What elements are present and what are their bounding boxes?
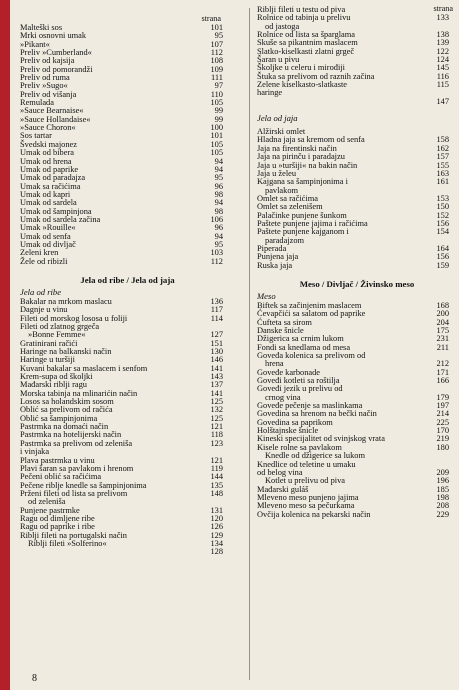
index-entry: Zeleni kren 103 [20,248,223,258]
index-entry: »Sauce Choron« 100 [20,123,223,133]
index-entry: Haringe na balkanski način 130 [20,347,223,357]
index-entry: Preliv od pomorandži 109 [20,64,223,74]
index-entry: Ćufteta sa sirom 204 [257,317,449,327]
index-entry: »Sauce Hollandaise« 99 [20,114,223,124]
book-page [10,0,459,690]
index-entry: Omlet sa račićima 153 [257,193,449,203]
index-entry: Mađarski riblji ragu 137 [20,380,223,390]
index-entry: Pastrmka na hotelijerski način 118 [20,430,223,440]
index-entry: Školjke u celeru i mirođiji 145 [257,63,449,73]
subsection-heading: Jela od jaja [257,113,298,124]
index-entry: Kineski specijalitet od svinjskog vrata 219 [257,434,449,444]
index-entry: Oblić sa šampinjonima 125 [20,413,223,423]
section-heading: Jela od ribe / Jela od jaja [80,274,175,285]
index-entry: Ruska jaja 159 [257,260,449,270]
index-entry: Jaja u želeu 163 [257,168,449,178]
index-entry: Goveđa kolenica sa prelivom od [257,351,366,361]
index-entry: od belog vina 209 [257,467,449,477]
index-entry: Kisele rolne sa pavlakom 180 [257,442,449,452]
right-upper-list [257,6,457,106]
index-entry: Preliv »Sugo« 97 [20,81,223,91]
index-entry: Umak od hrena 94 [20,156,223,166]
index-entry: Riblji fileti na portugalski način 129 [20,530,223,540]
index-entry: Pastrmka sa prelivom od zeleniša 123 [20,438,223,448]
page-number: 8 [32,673,37,684]
index-entry: Plavi šaran sa pavlakom i hrenom 119 [20,463,223,473]
index-entry: Malteški sos 101 [20,23,223,32]
index-entry: Ragu od paprike i ribe 126 [20,522,223,532]
index-entry: Ćevapčići sa salatom od paprike 200 [257,309,449,319]
index-entry: Goveđi jezik u prelivu od [257,384,343,394]
index-entry: Rolnice od lista sa šparglama 138 [257,30,449,40]
index-entry: Fileti od zlatnog grgeča [20,322,100,331]
index-entry: Piperada 164 [257,243,449,253]
index-entry: od zeleniša [28,497,66,507]
index-entry: Umak od paprike 94 [20,164,223,174]
index-entry: Kajgana sa šampinjonima i 161 [257,177,449,187]
index-entry: Dagnje u vinu 117 [20,305,223,315]
index-entry: Knedle od džigerice sa lukom [265,451,366,461]
index-entry: Preliv od ruma 111 [20,73,223,83]
index-entry: Haringe u turšiji 146 [20,355,223,365]
right-eggs-list [257,128,457,270]
index-entry: Pastrmka na domaći način 121 [20,422,223,432]
index-entry: Mleveno meso punjeno jajima 198 [257,492,449,502]
column-divider [249,8,250,680]
index-entry: »Pikant« 107 [20,39,223,49]
index-entry: Losos sa holandskim sosom 125 [20,397,223,407]
index-entry: Ovčija kolenica na pekarski način 229 [257,509,449,519]
index-entry: Preliv od višanja 110 [20,89,223,99]
index-entry: Džigerica sa crnim lukom 231 [257,334,449,344]
index-entry: Holštajnske šnicle 170 [257,426,449,436]
index-entry: Umak od šampinjona 98 [20,206,223,216]
index-entry: Fondi sa knedlama od mesa 211 [257,342,449,352]
index-entry: Riblji fileti u testu od piva [257,5,346,14]
index-entry: Umak od senfa 94 [20,231,223,241]
index-entry: od jastoga [265,21,300,31]
index-entry: Jaja u »turšiji« na bakin način 155 [257,160,449,170]
index-entry: Goveđi kotleti sa roštilja 166 [257,376,449,386]
index-entry: Kotlet u prelivu od piva 196 [265,476,449,486]
index-entry: Jaja na pirinču i paradajzu 157 [257,152,449,162]
index-entry: Riblji fileti »Solferino« 134 [28,538,223,548]
index-entry: Knedlice od teletine u umaku [257,459,356,469]
index-entry: Skuše sa pikantnim maslacem 139 [257,38,449,48]
index-entry: Morska tabinja na mlinarićin način 141 [20,388,223,398]
subsection-heading: Jela od ribe [20,286,62,297]
index-entry: Hladna jaja sa kremom od senfa 158 [257,135,449,145]
index-entry: Mrki osnovni umak 95 [20,31,223,41]
index-entry: Sos tartar 101 [20,131,223,141]
index-entry: Mleveno meso sa pečurkama 208 [257,501,449,511]
index-entry: Danske šnicle 175 [257,326,449,335]
index-entry: Paštete punjene jajima i račićima 156 [257,218,449,228]
left-column [20,0,235,557]
index-entry: Alžirski omlet [257,127,306,137]
index-entry: Umak od paradajza 95 [20,173,223,183]
index-entry: Paštete punjene kajganom i 154 [257,227,449,237]
index-entry: Pečeni oblić sa račićima 144 [20,472,223,482]
index-entry: Krem-supa od školjki 143 [20,372,223,382]
index-entry: Preliv od kajsija 108 [20,56,223,66]
subsection-heading: Meso [257,290,276,301]
index-entry: haringe [257,88,283,98]
section-heading: Meso / Divljač / Živinsko meso [299,278,415,289]
page-column-header: strana [433,4,453,13]
index-entry: Kuvani bakalar sa maslacem i senfom 141 [20,363,223,373]
index-entry: Umak od bibera 105 [20,148,223,158]
index-entry: Palačinke punjene šunkom 152 [257,210,449,220]
index-entry: Ragu od dimljene ribe 120 [20,513,223,523]
index-entry: Rolnice od tabinja u prelivu 133 [257,13,449,23]
right-meat-list [257,302,457,519]
index-entry: Govedina sa paprikom 225 [257,417,449,427]
index-entry: Slatko-kiselkasti zlatni grgeč 122 [257,46,449,56]
index-entry: Umak sa račićima 96 [20,181,223,191]
index-entry: Plava pastrmka u vinu 121 [20,455,223,465]
index-entry: Goveđe pečenje sa maslinkama 197 [257,401,449,411]
index-entry: »Bonne Femme« 127 [28,330,223,340]
index-entry: Fileti od morskog lososa u foliji 114 [20,313,223,323]
index-entry: pavlakom [265,185,299,195]
index-entry: Omlet sa zelenišem 150 [257,202,449,212]
index-entry: Goveđe karbonade 171 [257,367,449,377]
index-entry: 147 [436,96,449,106]
index-entry: Remulada 105 [20,98,223,108]
index-entry: Žele od ribizli 112 [20,256,223,266]
index-entry: Umak od sardela 94 [20,198,223,208]
index-entry: Umak od sardela začina 106 [20,214,223,224]
left-upper-list [20,24,235,266]
index-entry: Mađarski guláš 185 [257,484,449,494]
page-column-header: strana [201,14,221,23]
index-entry: paradajzom [265,235,305,245]
index-entry: »Sauce Bearnaise« 99 [20,106,223,116]
index-entry: Umak od kapri 98 [20,189,223,199]
index-entry: Biftek sa začinjenim maslacem 168 [257,300,449,310]
index-entry: Govedina sa hrenom na bečki način 214 [257,409,449,419]
index-entry: Oblić sa prelivom od račića 132 [20,405,223,415]
index-entry: Pečene riblje knedle sa šampinjonima 135 [20,480,223,490]
index-entry: Umak »Rouille« 96 [20,223,223,233]
index-entry: Bakalar na mrkom maslacu 136 [20,296,223,306]
index-entry: Umak od divljač 95 [20,239,223,249]
right-column [257,0,457,519]
left-lower-list [20,298,235,557]
index-entry: Prženi fileti od lista sa prelivom 148 [20,488,223,498]
index-entry: Gratinirani račići 151 [20,338,223,348]
index-entry: Preliv »Cumberland« 112 [20,48,223,58]
index-entry: Jaja na firentinski način 162 [257,143,449,153]
index-entry: Punjena jaja 156 [257,252,449,262]
index-entry: 128 [210,547,223,557]
index-entry: i vinjaka [20,447,50,457]
index-entry: Švedski majonez 105 [20,139,223,149]
index-entry: Punjene pastrmke 131 [20,505,223,515]
index-entry: hrena 212 [265,359,449,369]
index-entry: Zelene kiselkasto-slatkaste 115 [257,80,449,90]
index-entry: Šaran u pivu 124 [257,55,449,65]
index-entry: crnog vina 179 [265,392,449,402]
index-entry: Štuka sa prelivom od raznih začina 116 [257,71,449,81]
